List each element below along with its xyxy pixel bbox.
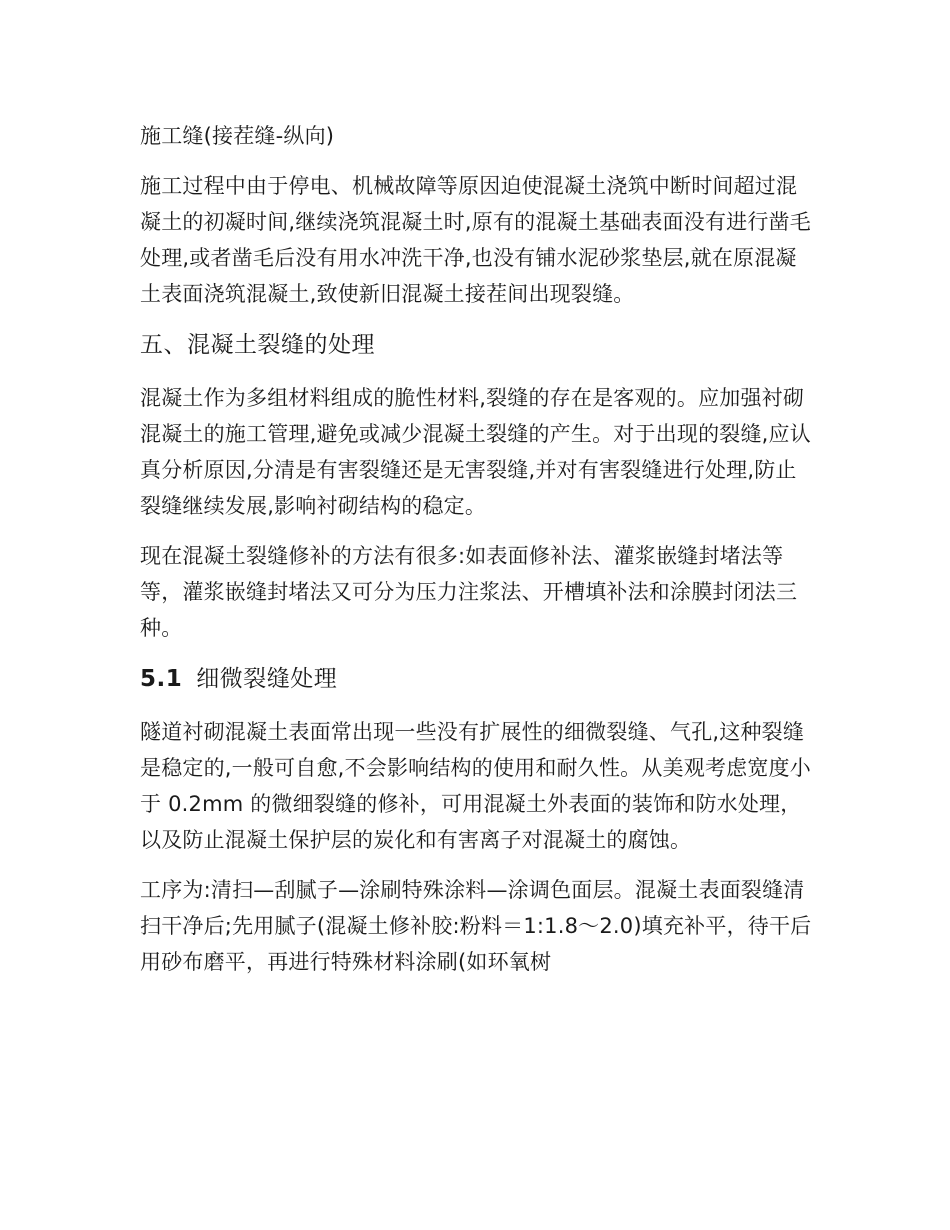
construction-joint-label: 施工缝(接茬缝-纵向) <box>140 124 335 148</box>
paragraph-construction-joint: 施工过程中由于停电、机械故障等原因迫使混凝土浇筑中断时间超过混凝土的初凝时间,继续浇筑混凝土时,原有的混凝土基础表面没有进行凿毛处理,或者凿毛后没有用水冲洗干净,也没有铺水泥砂浆垫层,就在原混凝土表面浇筑混凝土,致使新旧混凝土接茬间出现裂缝。 <box>140 174 811 306</box>
subsection-number: 5.1 <box>140 666 183 692</box>
paragraph-procedure: 工序为:清扫—刮腻子—涂刷特殊涂料—涂调色面层。混凝土表面裂缝清扫干净后;先用腻子(混凝土修补胶:粉料＝1:1.8～2.0)填充补平，待干后用砂布磨平，再进行特殊材料涂刷(如环氧树 <box>140 878 812 974</box>
paragraph-fine-cracks: 隧道衬砌混凝土表面常出现一些没有扩展性的细微裂缝、气孔,这种裂缝是稳定的,一般可自愈,不会影响结构的使用和耐久性。从美观考虑宽度小于 0.2mm 的微细裂缝的修补，可用混凝土外表面的装饰和防水处理，以及防止混凝土保护层的炭化和有害离子对混凝土的腐蚀。 <box>140 720 811 852</box>
section-heading-5: 五、混凝土裂缝的处理 <box>140 332 375 358</box>
document-page <box>140 118 812 980</box>
subsection-heading-5-1 <box>140 660 812 698</box>
paragraph-crack-treatment-intro: 混凝土作为多组材料组成的脆性材料,裂缝的存在是客观的。应加强衬砌混凝土的施工管理,避免或减少混凝土裂缝的产生。对于出现的裂缝,应认真分析原因,分清是有害裂缝还是无害裂缝,并对有害裂缝进行处理,防止裂缝继续发展,影响衬砌结构的稳定。 <box>140 386 811 518</box>
subsection-title: 细微裂缝处理 <box>196 666 338 692</box>
paragraph-repair-methods: 现在混凝土裂缝修补的方法有很多:如表面修补法、灌浆嵌缝封堵法等等，灌浆嵌缝封堵法又可分为压力注浆法、开槽填补法和涂膜封闭法三种。 <box>140 544 798 640</box>
